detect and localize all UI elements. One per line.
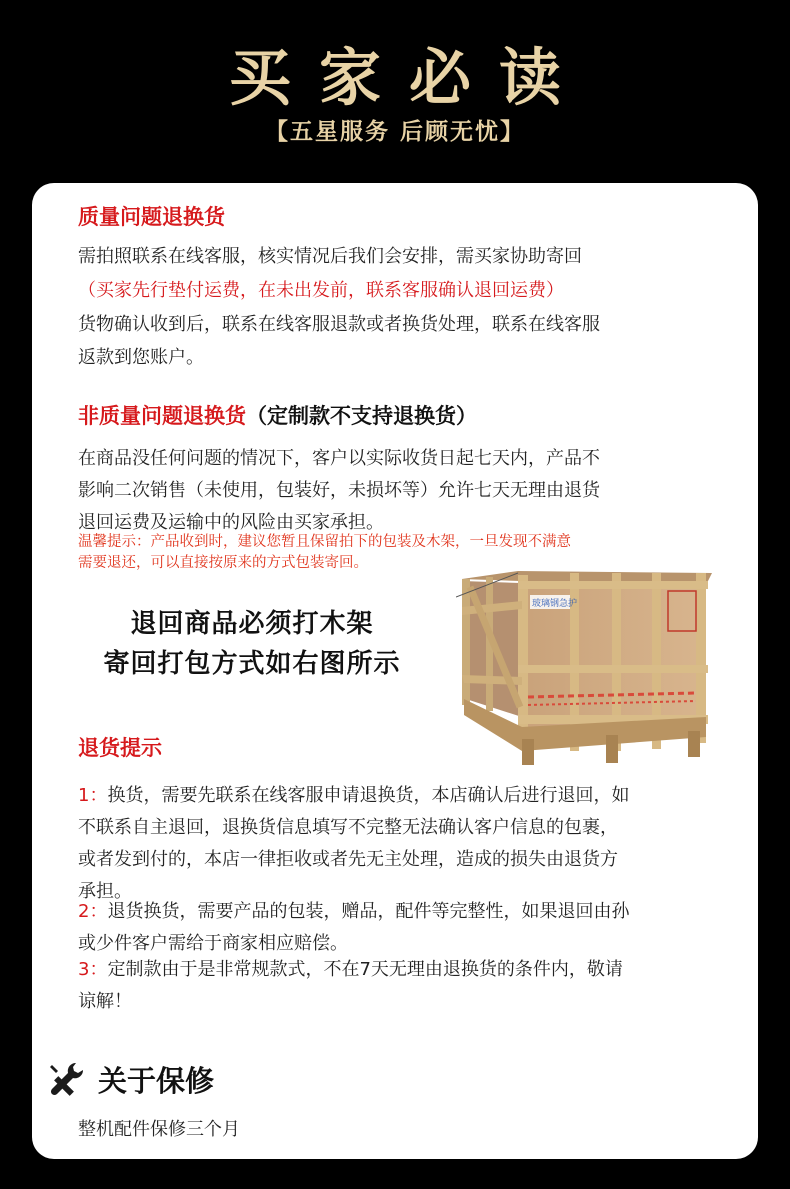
nonquality-line-1: 在商品没任何问题的情况下，客户以实际收货日起七天内，产品不 — [78, 448, 600, 469]
nonquality-line-3: 退回运费及运输中的风险由买家承担。 — [78, 512, 384, 533]
return-item-2-num: 2： — [78, 901, 108, 922]
return-item-1-line-1 — [78, 780, 629, 812]
packing-method-note: 寄回打包方式如右图所示 — [103, 649, 401, 679]
quality-line-3: 货物确认收到后，联系在线客服退款或者换货处理，联系在线客服 — [78, 314, 600, 335]
quality-line-4: 返款到您账户。 — [78, 347, 204, 368]
return-item-1-line-2: 不联系自主退回，退换货信息填写不完整无法确认客户信息的包裹， — [78, 817, 618, 838]
return-item-3-text-1: 定制款由于是非常规款式，不在7天无理由退换货的条件内，敬请 — [107, 959, 623, 980]
return-item-1-line-3: 或者发到付的，本店一律拒收或者先无主处理，造成的损失由退货方 — [78, 849, 618, 870]
return-item-1-text-1: 换货，需要先联系在线客服申请退换货，本店确认后进行退回，如 — [107, 785, 630, 806]
warm-tip-line-1: 温馨提示：产品收到时，建议您暂且保留拍下的包装及木架，一旦发现不满意 — [78, 534, 571, 550]
quality-freight-note: （买家先行垫付运费，在未出发前，联系客服确认退回运费） — [78, 280, 564, 301]
return-item-1 — [78, 780, 629, 908]
return-item-2-line-2: 或少件客户需给于商家相应赔偿。 — [78, 933, 348, 954]
nonquality-title-note: （定制款不支持退换货） — [246, 404, 477, 428]
warm-tip-line-2: 需要退还，可以直接按原来的方式包装寄回。 — [78, 555, 368, 571]
return-item-1-line-4: 承担。 — [78, 881, 132, 902]
quality-section-title: 质量问题退换货 — [78, 205, 225, 229]
return-item-1-num: 1： — [78, 785, 108, 806]
return-item-3-num: 3： — [78, 959, 108, 980]
content-card — [32, 183, 758, 1159]
return-item-2-line-1 — [78, 896, 629, 928]
return-item-3-line-2: 谅解！ — [78, 991, 132, 1012]
quality-line-1: 需拍照联系在线客服，核实情况后我们会安排，需买家协助寄回 — [78, 246, 582, 267]
packing-requirement: 退回商品必须打木架 — [130, 609, 374, 639]
warranty-section-title: 关于保修 — [98, 1064, 215, 1098]
nonquality-line-2: 影响二次销售（未使用，包装好，未损坏等）允许七天无理由退货 — [78, 480, 600, 501]
nonquality-section-title — [78, 401, 477, 431]
wooden-crate-image — [456, 567, 714, 771]
return-item-3 — [78, 954, 623, 1018]
return-item-2-text-1: 退货换货，需要产品的包装，赠品，配件等完整性，如果退回由孙 — [107, 901, 630, 922]
returns-section-title: 退货提示 — [78, 736, 162, 760]
page-subtitle: 【五星服务 后顾无忧】 — [264, 118, 525, 145]
repair-tools-icon — [46, 1061, 86, 1101]
warranty-text: 整机配件保修三个月 — [78, 1119, 240, 1140]
return-item-3-line-1 — [78, 954, 623, 986]
page-title: 买家必读 — [228, 41, 589, 114]
crate-label: 玻璃钢急护 — [532, 599, 578, 609]
nonquality-title-red: 非质量问题退换货 — [78, 404, 246, 428]
return-item-2 — [78, 896, 629, 960]
